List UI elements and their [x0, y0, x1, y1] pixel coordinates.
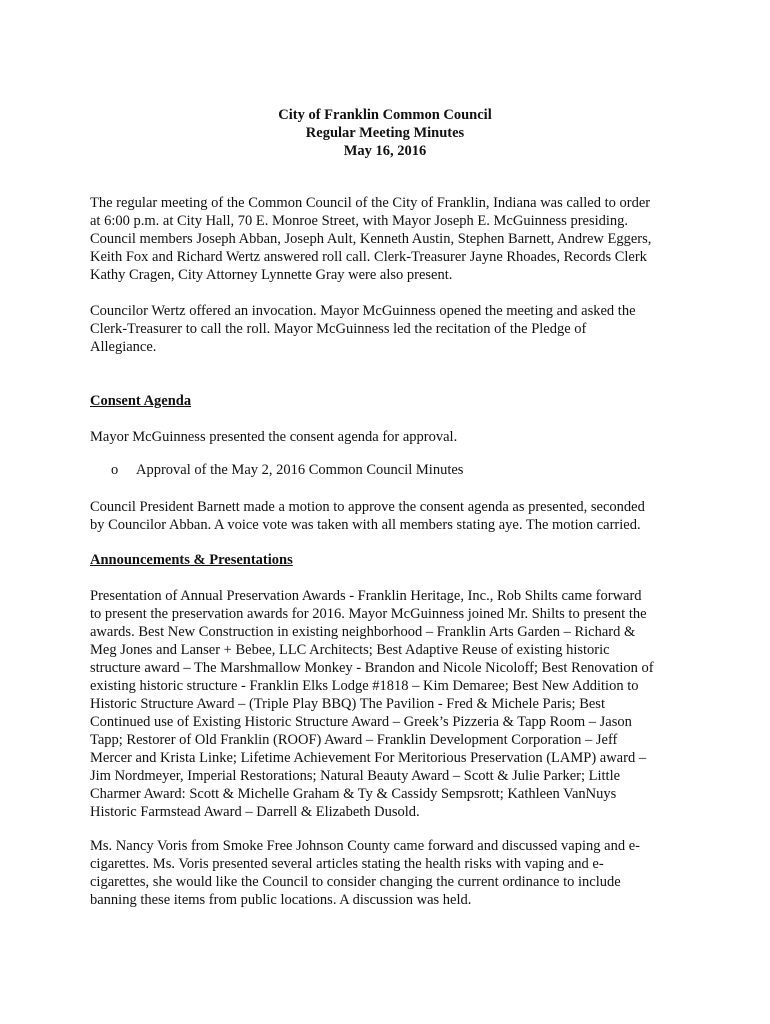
awards-line: Meg Jones and Lanser + Bebee, LLC Architects; Best Adaptive Reuse of existing historic [90, 642, 610, 658]
awards-line: Presentation of Annual Preservation Awards - Franklin Heritage, Inc., Rob Shilts came forward [90, 588, 642, 604]
invocation-paragraph [90, 302, 690, 356]
consent-motion-line: Council President Barnett made a motion to approve the consent agenda as presented, seconded [90, 499, 645, 515]
consent-motion-paragraph [90, 498, 690, 534]
awards-line: Jim Nordmeyer, Imperial Restorations; Natural Beauty Award – Scott & Julie Parker; Little [90, 768, 621, 784]
header-meeting-type: Regular Meeting Minutes [305, 125, 465, 141]
intro-line: Keith Fox and Richard Wertz answered roll call. Clerk-Treasurer Jayne Rhoades, Records Clerk [90, 249, 647, 265]
invocation-line: Clerk-Treasurer to call the roll. Mayor McGuinness led the recitation of the Pledge of [90, 321, 587, 337]
document-header [0, 106, 770, 160]
intro-line: The regular meeting of the Common Council of the City of Franklin, Indiana was called to order [90, 195, 651, 211]
intro-line: Kathy Cragen, City Attorney Lynnette Gray were also present. [90, 267, 453, 283]
consent-intro-line: Mayor McGuinness presented the consent agenda for approval. [90, 429, 458, 445]
consent-list-item-text: Approval of the May 2, 2016 Common Council Minutes [136, 462, 464, 478]
invocation-line: Councilor Wertz offered an invocation. Mayor McGuinness opened the meeting and asked the [90, 303, 636, 319]
voris-line: Ms. Nancy Voris from Smoke Free Johnson County came forward and discussed vaping and e- [90, 838, 640, 854]
voris-paragraph [90, 837, 690, 909]
consent-intro-paragraph [90, 428, 690, 446]
invocation-line: Allegiance. [90, 339, 157, 355]
awards-line: existing historic structure - Franklin Elks Lodge #1818 – Kim Demaree; Best New Addition to [90, 678, 639, 694]
awards-line: Continued use of Existing Historic Structure Award – Greek’s Pizzeria & Tapp Room – Jason [90, 714, 632, 730]
announcements-heading: Announcements & Presentations [90, 552, 293, 568]
awards-line: awards. Best New Construction in existing neighborhood – Franklin Arts Garden – Richard & [90, 624, 636, 640]
awards-line: Charmer Award: Scott & Michelle Graham & Ty & Cassidy Sempsrott; Kathleen VanNuys [90, 786, 617, 802]
intro-line: at 6:00 p.m. at City Hall, 70 E. Monroe Street, with Mayor Joseph E. McGuinness presiding. [90, 213, 629, 229]
awards-line: structure award – The Marshmallow Monkey - Brandon and Nicole Nicoloff; Best Renovation of [90, 660, 654, 676]
header-council-name: City of Franklin Common Council [278, 107, 492, 123]
intro-paragraph [90, 194, 690, 284]
consent-list-item [111, 461, 463, 479]
header-meeting-date: May 16, 2016 [343, 143, 427, 159]
consent-agenda-heading: Consent Agenda [90, 393, 192, 409]
intro-line: Council members Joseph Abban, Joseph Ault, Kenneth Austin, Stephen Barnett, Andrew Eggers, [90, 231, 652, 247]
awards-line: Tapp; Restorer of Old Franklin (ROOF) Award – Franklin Development Corporation – Jeff [90, 732, 618, 748]
awards-line: to present the preservation awards for 2016. Mayor McGuinness joined Mr. Shilts to present the [90, 606, 647, 622]
voris-line: cigarettes, she would like the Council to consider changing the current ordinance to include [90, 874, 621, 890]
awards-paragraph [90, 587, 690, 821]
consent-motion-line: by Councilor Abban. A voice vote was taken with all members stating aye. The motion carried. [90, 517, 641, 533]
awards-line: Historic Structure Award – (Triple Play BBQ) The Pavilion - Fred & Michele Paris; Best [90, 696, 605, 712]
voris-line: cigarettes. Ms. Voris presented several articles stating the health risks with vaping and e- [90, 856, 604, 872]
bullet-mark: o [111, 462, 119, 478]
voris-line: banning these items from public locations. A discussion was held. [90, 892, 472, 908]
awards-line: Historic Farmstead Award – Darrell & Elizabeth Dusold. [90, 804, 420, 820]
awards-line: Mercer and Krista Linke; Lifetime Achievement For Meritorious Preservation (LAMP) award – [90, 750, 647, 766]
